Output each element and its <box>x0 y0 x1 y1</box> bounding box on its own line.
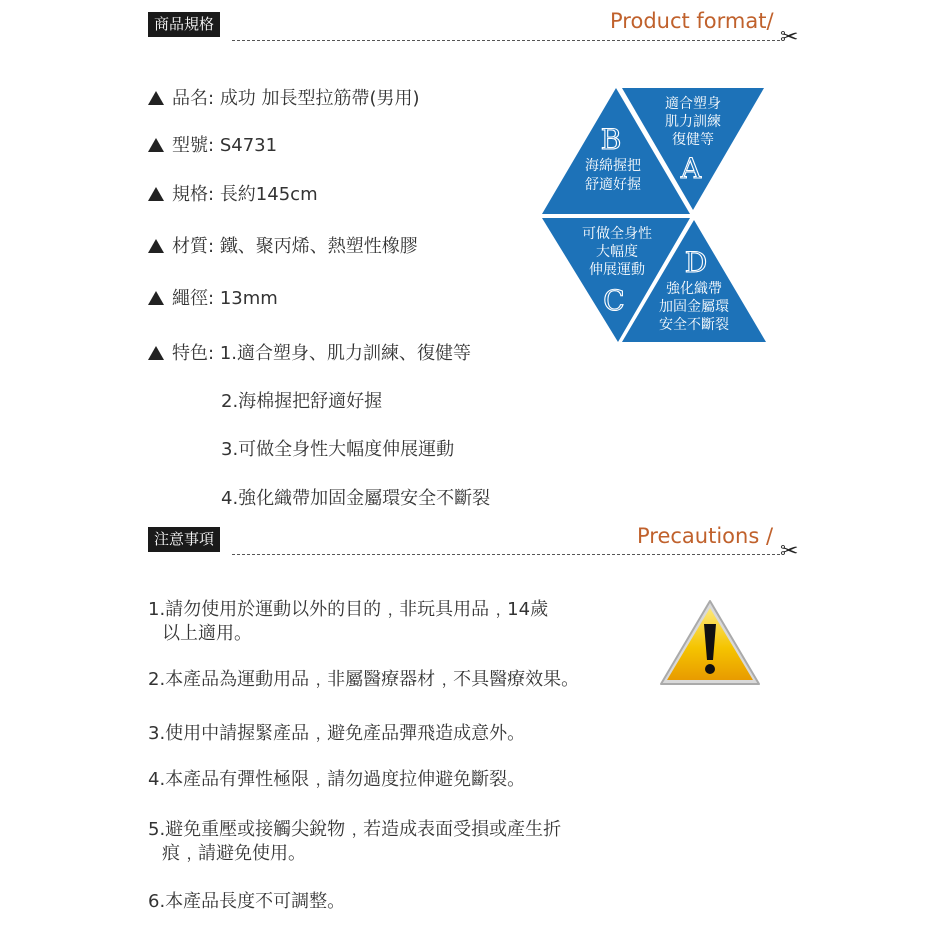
spec-item-diameter: 繩徑: 13mm <box>148 287 278 311</box>
precaution-item: 2.本產品為運動用品﹐非屬醫療器材﹐不具醫療效果。 <box>148 669 580 690</box>
precaution-item: 3.使用中請握緊產品﹐避免產品彈飛造成意外。 <box>148 723 526 744</box>
section-title-english: Product format/ <box>610 9 774 33</box>
triangle-a-line: 復健等 <box>672 132 714 148</box>
feature-diagram <box>538 86 768 346</box>
triangle-c-line: 大幅度 <box>596 244 638 260</box>
feature-item: 2.海棉握把舒適好握 <box>221 391 383 412</box>
triangle-d-line: 強化織帶 <box>666 281 722 297</box>
scissors-icon: ✂ <box>780 539 799 564</box>
feature-item: 4.強化織帶加固金屬環安全不斷裂 <box>221 488 491 509</box>
scissors-icon: ✂ <box>780 25 799 50</box>
precaution-item: 1.請勿使用於運動以外的目的﹐非玩具用品﹐14歲 以上適用。 <box>148 599 549 644</box>
triangle-c-line: 可做全身性 <box>582 226 652 242</box>
feature-item: 3.可做全身性大幅度伸展運動 <box>221 439 455 460</box>
spec-item-material: 材質: 鐵、聚丙烯、熱塑性橡膠 <box>148 235 418 259</box>
dashed-divider <box>232 40 780 41</box>
spec-item-model: 型號: S4731 <box>148 134 277 158</box>
precaution-item: 6.本產品長度不可調整。 <box>148 891 346 912</box>
letter-c: C <box>603 284 625 317</box>
triangle-b-line: 舒適好握 <box>585 177 641 193</box>
triangle-d-line: 加固金屬環 <box>659 299 729 315</box>
spec-item-features: 特色: 1.適合塑身、肌力訓練、復健等 <box>148 342 471 366</box>
spec-item-size: 規格: 長約145cm <box>148 183 318 207</box>
precaution-item: 5.避免重壓或接觸尖銳物﹐若造成表面受損或產生折 痕﹐請避免使用。 <box>148 819 562 864</box>
triangle-bullet-icon <box>148 291 164 305</box>
dashed-divider <box>232 554 780 555</box>
letter-a: A <box>680 152 702 185</box>
triangle-b-line: 海綿握把 <box>585 158 641 174</box>
letter-d: D <box>684 246 708 279</box>
triangle-bullet-icon <box>148 346 164 360</box>
section-title-english: Precautions / <box>637 524 774 548</box>
letter-b: B <box>600 123 622 156</box>
triangle-bullet-icon <box>148 239 164 253</box>
triangle-a-line: 肌力訓練 <box>665 114 721 130</box>
triangle-a-line: 適合塑身 <box>665 96 721 112</box>
section-tag-spec: 商品規格 <box>148 12 220 37</box>
triangle-bullet-icon <box>148 91 164 105</box>
triangle-d-line: 安全不斷裂 <box>659 317 729 333</box>
precaution-item: 4.本產品有彈性極限﹐請勿過度拉伸避免斷裂。 <box>148 769 526 790</box>
triangle-bullet-icon <box>148 138 164 152</box>
triangle-c-line: 伸展運動 <box>589 262 645 278</box>
spec-item-name: 品名: 成功 加長型拉筋帶(男用) <box>148 87 420 111</box>
section-tag-precautions: 注意事項 <box>148 527 220 552</box>
triangle-bullet-icon <box>148 187 164 201</box>
warning-icon <box>658 598 762 690</box>
